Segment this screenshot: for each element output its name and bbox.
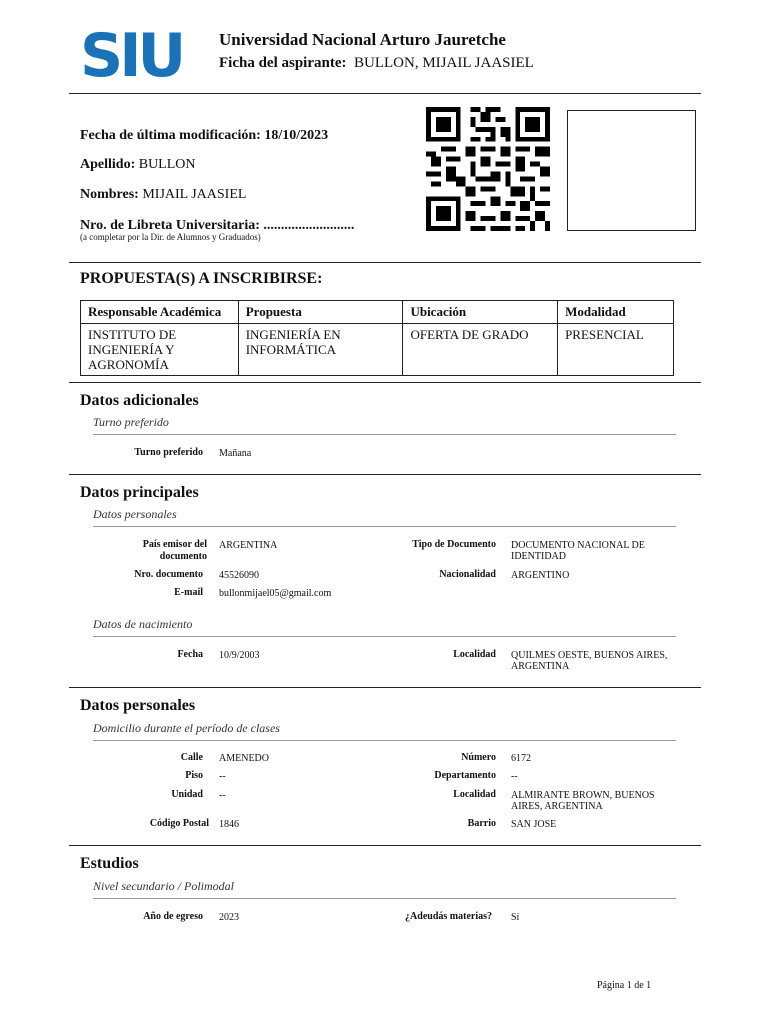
subsection-rule	[93, 740, 676, 741]
field-value: --	[511, 771, 518, 782]
column-header: Responsable Académica	[81, 301, 239, 324]
field-label: Localidad	[453, 649, 496, 660]
photo-box	[567, 110, 696, 231]
field-label: Tipo de Documento	[412, 539, 496, 550]
subsection-rule	[93, 434, 676, 435]
page-number: Página 1 de 1	[597, 980, 652, 991]
subsection-rule	[93, 898, 676, 899]
field-label: Departamento	[434, 770, 496, 781]
field-value: DOCUMENTO NACIONAL DE IDENTIDAD	[511, 540, 645, 562]
field-label: Año de egreso	[143, 911, 203, 922]
field-value: --	[219, 771, 226, 782]
apellido-field: Apellido: BULLON	[80, 157, 196, 172]
table-row	[81, 324, 674, 376]
field-label: Unidad	[171, 789, 203, 800]
field-value: 2023	[219, 912, 239, 923]
divider	[69, 474, 701, 475]
divider	[69, 687, 701, 688]
field-label: País emisor del documento	[142, 539, 207, 562]
section-title: Datos personales	[80, 697, 196, 714]
field-label: Nro. documento	[134, 569, 203, 580]
section-title: Estudios	[80, 855, 139, 872]
field-label: Localidad	[453, 789, 496, 800]
subsection-title: Datos de nacimiento	[93, 617, 193, 631]
field-value: AMENEDO	[219, 753, 269, 764]
field-label: Nacionalidad	[439, 569, 496, 580]
field-value: Mañana	[219, 448, 252, 459]
field-value: Sí	[511, 912, 520, 923]
field-label: Número	[461, 752, 496, 763]
divider	[69, 262, 701, 263]
field-label: E-mail	[174, 587, 203, 598]
field-value: 45526090	[219, 570, 259, 581]
field-label: ¿Adeudás materias?	[405, 911, 492, 922]
section-title: Datos adicionales	[80, 392, 199, 409]
column-header: Ubicación	[403, 301, 558, 324]
field-label: Calle	[180, 752, 203, 763]
subsection-rule	[93, 636, 676, 637]
ficha-value: BULLON, MIJAIL JAASIEL	[354, 55, 534, 71]
libreta-note: (a completar por la Dir. de Alumnos y Graduados)	[80, 232, 261, 242]
table-cell: PRESENCIAL	[558, 324, 674, 376]
field-value: ARGENTINO	[511, 570, 570, 581]
field-value: QUILMES OESTE, BUENOS AIRES, ARGENTINA	[511, 650, 668, 672]
ficha-label: Ficha del aspirante:	[219, 55, 347, 71]
column-header: Modalidad	[558, 301, 674, 324]
subsection-title: Datos personales	[93, 507, 177, 521]
field-value: 1846	[219, 819, 239, 830]
divider	[69, 845, 701, 846]
field-value: SAN JOSE	[511, 819, 557, 830]
subsection-title: Nivel secundario / Polimodal	[93, 879, 234, 893]
ficha-aspirante	[219, 55, 534, 72]
field-label: Piso	[185, 770, 203, 781]
subsection-rule	[93, 526, 676, 527]
divider	[69, 382, 701, 383]
table-cell: INGENIERÍA EN INFORMÁTICA	[238, 324, 403, 376]
column-header: Propuesta	[238, 301, 403, 324]
section-title: Datos principales	[80, 484, 199, 501]
field-value: ALMIRANTE BROWN, BUENOS AIRES, ARGENTINA	[511, 790, 655, 812]
modificacion-field: Fecha de última modificación: 18/10/2023	[80, 128, 329, 143]
subsection-title: Turno preferido	[93, 415, 169, 429]
nombres-field: Nombres: MIJAIL JAASIEL	[80, 187, 247, 202]
divider	[69, 93, 701, 94]
field-label: Código Postal	[149, 818, 209, 829]
table-header-row	[81, 301, 674, 324]
subsection-title: Domicilio durante el período de clases	[93, 721, 280, 735]
field-label: Fecha	[177, 649, 203, 660]
logo-text: SIU	[80, 30, 183, 80]
field-label: Turno preferido	[134, 447, 203, 458]
field-value: 10/9/2003	[219, 650, 260, 661]
field-label: Barrio	[467, 818, 496, 829]
propuestas-table	[80, 300, 674, 376]
university-name: Universidad Nacional Arturo Jauretche	[219, 30, 506, 49]
table-cell: INSTITUTO DE INGENIERÍA Y AGRONOMÍA	[81, 324, 239, 376]
field-value: bullonmijael05@gmail.com	[219, 588, 332, 599]
siu-logo	[80, 30, 184, 80]
field-value: ARGENTINA	[219, 540, 278, 551]
field-value: --	[219, 790, 226, 801]
qr-code	[424, 107, 552, 231]
libreta-field: Nro. de Libreta Universitaria: ..........................	[80, 218, 355, 233]
field-value: 6172	[511, 753, 531, 764]
propuestas-title: PROPUESTA(S) A INSCRIBIRSE:	[80, 270, 323, 287]
table-cell: OFERTA DE GRADO	[403, 324, 558, 376]
